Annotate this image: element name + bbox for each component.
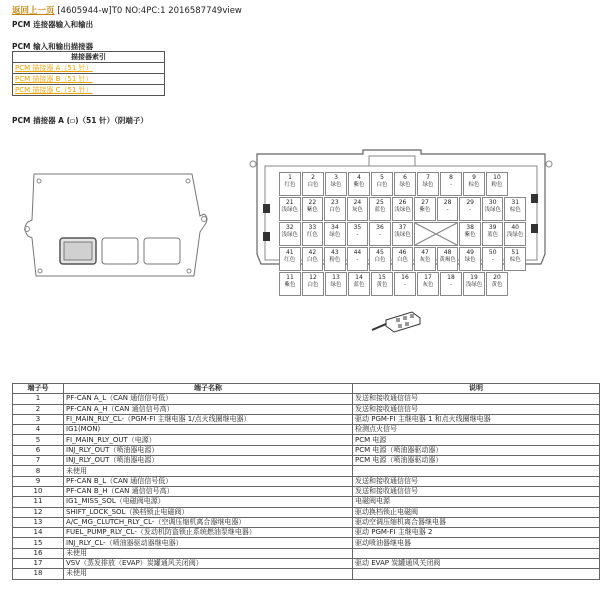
table-row xyxy=(13,414,600,424)
pin-cell: 40 浅绿色 xyxy=(504,222,526,246)
connector-c-link[interactable]: PCM 描接器 C（51 针） xyxy=(15,86,93,94)
pin-name-cell: 未使用 xyxy=(64,466,353,476)
table-row xyxy=(13,476,600,486)
pin-row xyxy=(278,271,526,296)
pin-cell: 50 - xyxy=(482,247,504,271)
pin-cell: 37 浅绿色 xyxy=(392,222,414,246)
pin-number-cell: 11 xyxy=(13,497,64,507)
pin-cell: 15 黄色 xyxy=(371,272,393,296)
pin-desc-cell: 驱动 PGM-FI 主继电器 2 xyxy=(353,528,600,538)
pin-desc-cell: PCM 电源（喷油器驱动器） xyxy=(353,445,600,455)
pin-desc-cell: 驱动换档锁止电磁阀 xyxy=(353,507,600,517)
pin-cell: 30 浅绿色 xyxy=(482,197,504,221)
blank-pin-area xyxy=(414,222,458,246)
page-subtitle: PCM 连接器输入和输出 xyxy=(12,20,94,29)
pin-cell: 46 白色 xyxy=(392,247,414,271)
index-row xyxy=(13,85,165,96)
pin-row xyxy=(278,221,526,246)
pin-number-cell: 6 xyxy=(13,445,64,455)
pin-desc-cell: 驱动空调压缩机离合器继电器 xyxy=(353,517,600,527)
pin-number-cell: 3 xyxy=(13,414,64,424)
pin-desc-cell xyxy=(353,569,600,579)
pin-name-cell: 未使用 xyxy=(64,569,353,579)
pin-name-cell: VSV（蒸发排放（EVAP）炭罐通风关闭阀） xyxy=(64,559,353,569)
pin-cell: 8 - xyxy=(440,172,462,196)
pin-cell: 21 浅绿色 xyxy=(279,197,301,221)
doc-info: [4605944-w]T0 NO:4PC:1 2016587749view xyxy=(57,6,242,16)
pin-name-cell: IG1_MISS_SOL（电磁阀电源） xyxy=(64,497,353,507)
table-row xyxy=(13,394,600,404)
pin-desc-cell xyxy=(353,548,600,558)
col-header-name: 端子名称 xyxy=(64,384,353,394)
pin-cell: 20 黄色 xyxy=(486,272,508,296)
pin-cell: 24 灰色 xyxy=(347,197,369,221)
col-header-pin: 端子号 xyxy=(13,384,64,394)
pin-cell: 6 绿色 xyxy=(394,172,416,196)
table-row xyxy=(13,497,600,507)
pin-name-cell: INJ_RLY_OUT（喷油器电源） xyxy=(64,445,353,455)
pin-cell: 36 - xyxy=(369,222,391,246)
pin-cell: 29 - xyxy=(459,197,481,221)
pin-cell: 33 红色 xyxy=(302,222,324,246)
table-row xyxy=(13,528,600,538)
pin-cell: 39 蓝色 xyxy=(482,222,504,246)
pin-cell: 48 黄褐色 xyxy=(437,247,459,271)
pin-name-cell: PF-CAN B_H（CAN 通信信号高） xyxy=(64,486,353,496)
table-row xyxy=(13,559,600,569)
pin-desc-cell: 驱动 PGM-FI 主继电器 1 和点火线圈继电器 xyxy=(353,414,600,424)
pin-cell: 22 紫色 xyxy=(302,197,324,221)
pcm-unit-illustration xyxy=(22,166,212,291)
pin-desc-cell: 发送和接收通信信号 xyxy=(353,486,600,496)
pin-number-cell: 9 xyxy=(13,476,64,486)
pin-name-cell: PF-CAN A_L（CAN 通信信号低） xyxy=(64,394,353,404)
pin-number-cell: 1 xyxy=(13,394,64,404)
index-row xyxy=(13,63,165,74)
pin-cell: 28 - xyxy=(437,197,459,221)
pin-name-cell: INJ_RLY_OUT（喷油器电源） xyxy=(64,456,353,466)
table-row xyxy=(13,507,600,517)
pin-row xyxy=(278,246,526,271)
pin-row xyxy=(278,196,526,221)
pin-cell: 2 白色 xyxy=(302,172,324,196)
pin-row xyxy=(278,171,526,196)
pin-desc-cell: 电磁阀电源 xyxy=(353,497,600,507)
pin-number-cell: 14 xyxy=(13,528,64,538)
pin-desc-cell: 驱动 EVAP 炭罐通风关闭阀 xyxy=(353,559,600,569)
table-row xyxy=(13,456,600,466)
index-table-header: 描接器索引 xyxy=(13,52,165,63)
pin-cell: 31 棕色 xyxy=(504,197,526,221)
pin-cell: 41 红色 xyxy=(279,247,301,271)
connector-plug-icon xyxy=(366,308,426,336)
pin-cell: 38 紫色 xyxy=(459,222,481,246)
connector-pin-grid xyxy=(278,171,526,296)
pin-cell: 13 绿色 xyxy=(325,272,347,296)
pin-name-cell: PF-CAN B_L（CAN 通信信号低） xyxy=(64,476,353,486)
pin-number-cell: 12 xyxy=(13,507,64,517)
pin-desc-cell: 发送和接收通信信号 xyxy=(353,404,600,414)
back-link[interactable]: 返回上一页 xyxy=(12,6,55,16)
table-row xyxy=(13,404,600,414)
pin-cell: 26 浅绿色 xyxy=(392,197,414,221)
pin-cell: 7 绿色 xyxy=(417,172,439,196)
pin-desc-cell xyxy=(353,466,600,476)
pin-cell: 42 白色 xyxy=(302,247,324,271)
pin-name-cell: INJ_RLY_CL-（喷油器驱动器继电器） xyxy=(64,538,353,548)
table-row xyxy=(13,445,600,455)
pin-cell: 14 蓝色 xyxy=(348,272,370,296)
table-row xyxy=(13,569,600,579)
pin-cell: 12 白色 xyxy=(302,272,324,296)
pin-cell: 49 绿色 xyxy=(459,247,481,271)
pin-cell: 9 棕色 xyxy=(463,172,485,196)
pin-cell: 18 - xyxy=(440,272,462,296)
pin-cell: 43 粉色 xyxy=(324,247,346,271)
pin-cell: 45 白色 xyxy=(369,247,391,271)
pin-cell: 35 - xyxy=(347,222,369,246)
pin-name-cell: 未使用 xyxy=(64,548,353,558)
pin-number-cell: 10 xyxy=(13,486,64,496)
table-row xyxy=(13,486,600,496)
pin-cell: 11 紫色 xyxy=(279,272,301,296)
pin-desc-cell: 检测点火信号 xyxy=(353,425,600,435)
pin-cell: 5 白色 xyxy=(371,172,393,196)
pin-cell: 23 白色 xyxy=(324,197,346,221)
pin-desc-cell: PCM 电源 xyxy=(353,435,600,445)
pin-name-cell: PF-CAN A_H（CAN 通信信号高） xyxy=(64,404,353,414)
pin-desc-cell: 驱动喷油器继电器 xyxy=(353,538,600,548)
pin-desc-cell: 发送和接收通信信号 xyxy=(353,394,600,404)
pin-cell: 51 棕色 xyxy=(504,247,526,271)
pin-description-table xyxy=(12,383,600,580)
pin-cell: 27 紫色 xyxy=(414,197,436,221)
pin-name-cell: SHIFT_LOCK_SOL（换档锁止电磁阀） xyxy=(64,507,353,517)
pin-desc-cell: 发送和接收通信信号 xyxy=(353,476,600,486)
pin-cell: 3 绿色 xyxy=(325,172,347,196)
pin-number-cell: 17 xyxy=(13,559,64,569)
pin-cell: 47 灰色 xyxy=(414,247,436,271)
pin-cell: 32 浅绿色 xyxy=(279,222,301,246)
pin-number-cell: 15 xyxy=(13,538,64,548)
pin-cell: 34 绿色 xyxy=(324,222,346,246)
connector-index-table xyxy=(12,51,165,96)
table-row xyxy=(13,435,600,445)
pin-number-cell: 2 xyxy=(13,404,64,414)
pin-number-cell: 5 xyxy=(13,435,64,445)
pin-number-cell: 4 xyxy=(13,425,64,435)
pin-name-cell: FUEL_PUMP_RLY_CL-（发动机防盗锁止系统燃油泵继电器） xyxy=(64,528,353,538)
pin-number-cell: 18 xyxy=(13,569,64,579)
doc-header xyxy=(12,5,242,17)
table-row xyxy=(13,538,600,548)
connector-heading: PCM 描接器 A (▫)（51 针）（阴端子） xyxy=(12,116,148,125)
pin-cell: 16 - xyxy=(394,272,416,296)
col-header-desc: 说明 xyxy=(353,384,600,394)
table-row xyxy=(13,425,600,435)
pin-name-cell: FI_MAIN_RLY_OUT（电源） xyxy=(64,435,353,445)
pin-number-cell: 7 xyxy=(13,456,64,466)
pin-number-cell: 16 xyxy=(13,548,64,558)
index-heading: PCM 输入和输出描接器 xyxy=(12,42,94,51)
pin-cell: 1 红色 xyxy=(279,172,301,196)
index-row xyxy=(13,74,165,85)
pin-cell: 44 - xyxy=(347,247,369,271)
pin-name-cell: FI_MAIN_RLY_CL-（PGM-FI 主继电器 1/点火线圈继电器） xyxy=(64,414,353,424)
pin-cell: 17 灰色 xyxy=(417,272,439,296)
pin-cell: 10 粉色 xyxy=(486,172,508,196)
pin-number-cell: 8 xyxy=(13,466,64,476)
pin-desc-cell: PCM 电源（喷油器驱动器） xyxy=(353,456,600,466)
connector-a-link[interactable]: PCM 描接器 A（51 针） xyxy=(15,64,93,72)
pin-number-cell: 13 xyxy=(13,517,64,527)
connector-b-link[interactable]: PCM 描接器 B（51 针） xyxy=(15,75,93,83)
table-row xyxy=(13,548,600,558)
pin-cell: 19 浅绿色 xyxy=(463,272,485,296)
pin-name-cell: A/C_MG_CLUTCH_RLY_CL-（空调压缩机离合器继电器） xyxy=(64,517,353,527)
pin-cell: 4 紫色 xyxy=(348,172,370,196)
table-row xyxy=(13,466,600,476)
pin-name-cell: IG1(MON) xyxy=(64,425,353,435)
table-row xyxy=(13,517,600,527)
pin-cell: 25 蓝色 xyxy=(369,197,391,221)
